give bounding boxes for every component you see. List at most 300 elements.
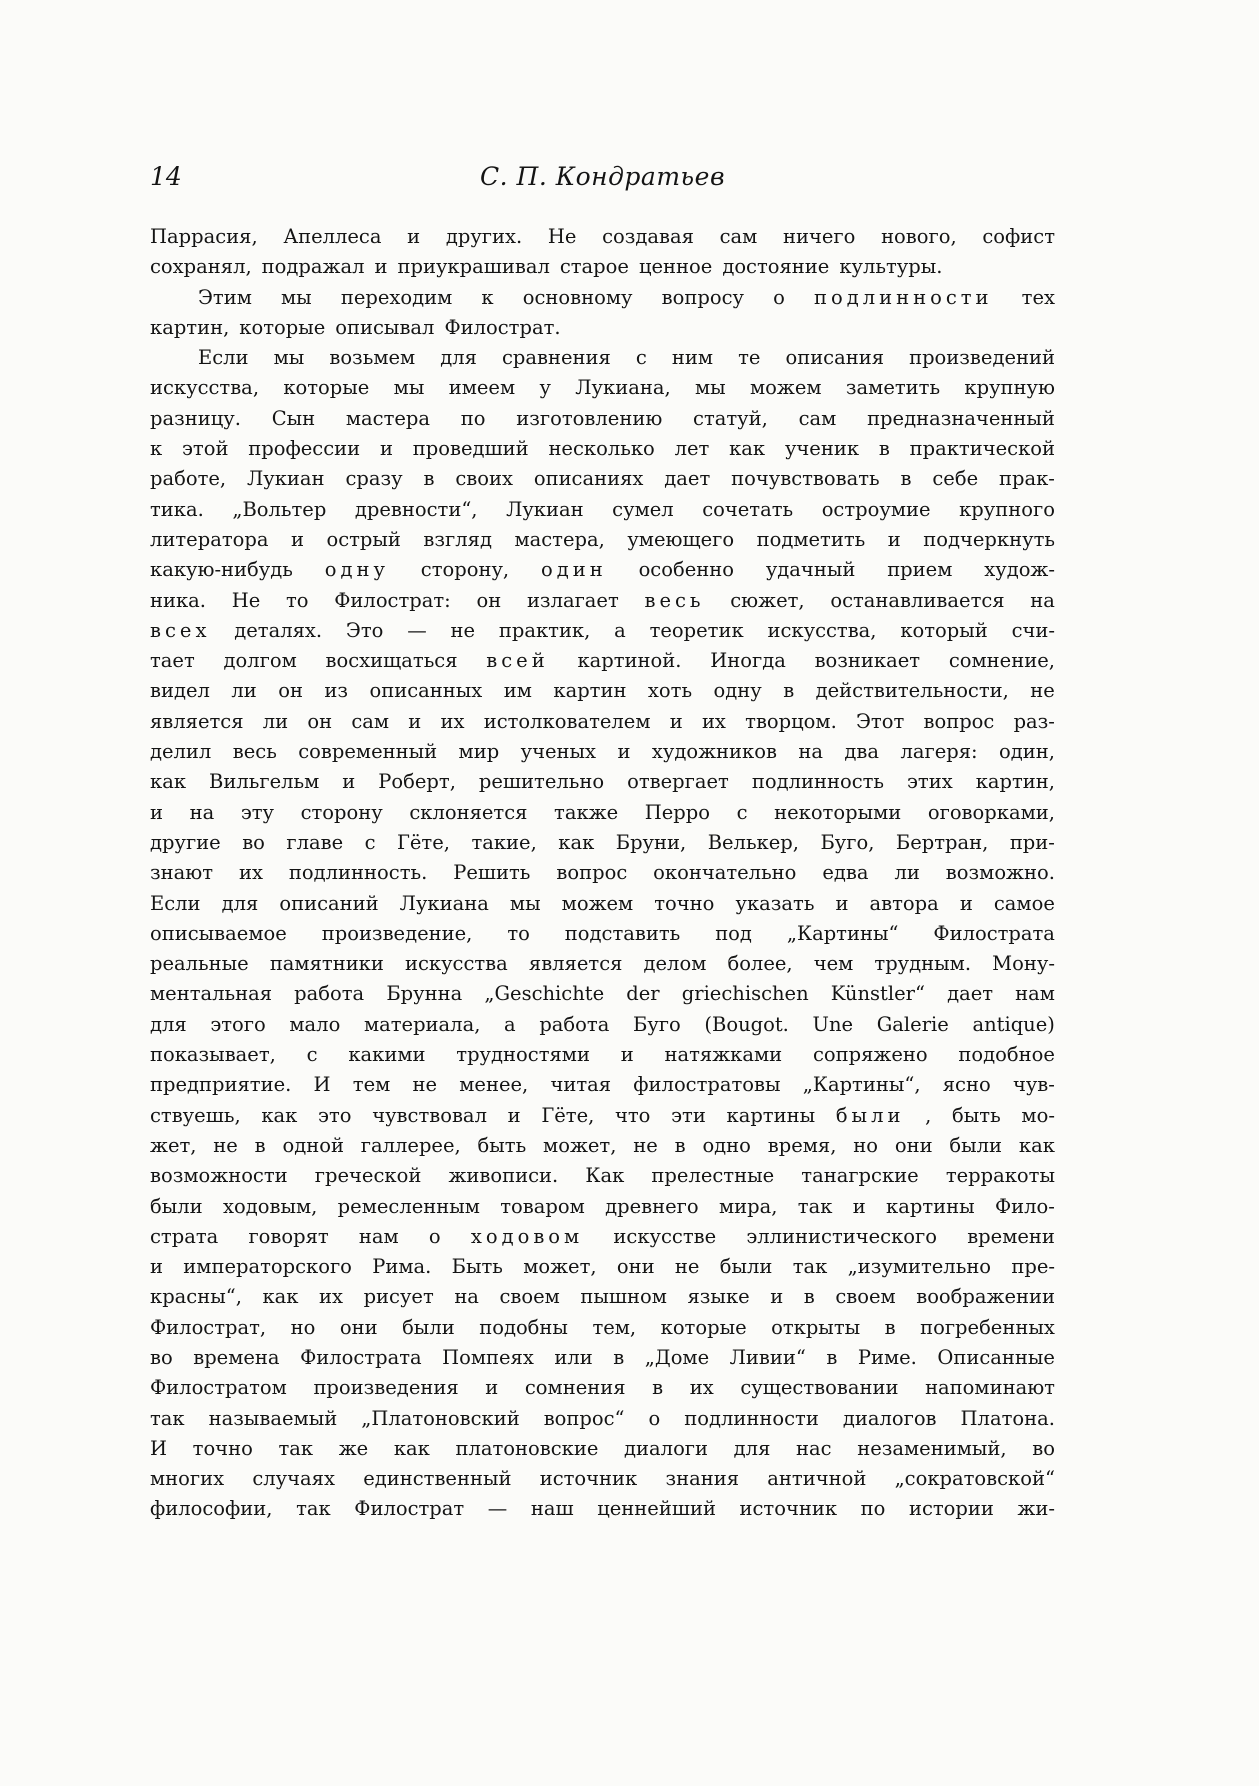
word: этого	[210, 1012, 266, 1036]
word: сам	[798, 406, 837, 430]
word: и	[852, 1194, 866, 1218]
word: картины	[886, 1194, 975, 1218]
word: страта	[150, 1224, 219, 1248]
word: их	[440, 709, 465, 733]
word: не	[633, 1133, 658, 1157]
word: и	[374, 255, 388, 279]
word: мира,	[718, 1194, 778, 1218]
word: Этим	[198, 285, 252, 309]
word: один,	[999, 740, 1055, 764]
word: Лукиан	[247, 467, 325, 491]
word: ученых	[520, 740, 597, 764]
word: и	[617, 740, 631, 764]
word: о	[773, 285, 785, 309]
word: точно	[654, 891, 715, 915]
word: творцом.	[745, 709, 837, 733]
word: делом	[643, 952, 707, 976]
word: сюжет,	[730, 588, 805, 612]
word: существовании	[740, 1376, 899, 1400]
word: всех	[150, 618, 211, 642]
word: тает	[150, 649, 195, 673]
word: прак-	[999, 467, 1055, 491]
word: сам	[719, 225, 758, 248]
word: ментальная	[150, 982, 273, 1006]
word: изготовлению	[516, 406, 663, 430]
text-line	[150, 1282, 1055, 1312]
text-line	[150, 1464, 1055, 1494]
word: Буго	[632, 1012, 681, 1036]
word: как	[150, 770, 187, 794]
word: достояние	[722, 255, 830, 279]
word: их	[689, 1376, 714, 1400]
word: философии,	[150, 1497, 273, 1521]
word: для	[221, 891, 259, 915]
word: Это	[345, 618, 384, 642]
word: на	[454, 1285, 479, 1309]
text-line	[150, 464, 1055, 494]
word: же	[338, 1436, 369, 1460]
word: показывает,	[150, 1043, 276, 1067]
word: ли	[262, 709, 289, 733]
word: „Картины“,	[802, 1073, 921, 1097]
word: Лукиана	[399, 891, 489, 915]
word: тем,	[592, 1315, 637, 1339]
word: автора	[869, 891, 939, 915]
word: предприятие.	[150, 1073, 292, 1097]
word: раз-	[1013, 709, 1055, 733]
text-line	[150, 404, 1055, 434]
word: восхищаться	[325, 649, 458, 673]
word: и	[150, 1255, 163, 1279]
word: всей	[486, 649, 549, 673]
text-line	[150, 858, 1055, 888]
word: под	[715, 921, 752, 945]
word: и	[770, 1285, 784, 1309]
word: худож-	[984, 558, 1055, 582]
word: предназначенный	[867, 406, 1055, 430]
word: удачный	[765, 558, 856, 582]
word: является	[150, 709, 244, 733]
word: возможно.	[945, 861, 1055, 885]
word: является	[528, 952, 623, 976]
word: были	[719, 1255, 773, 1279]
word: мы	[694, 376, 726, 400]
word: картин,	[150, 315, 230, 339]
text-line	[150, 919, 1055, 949]
word: самое	[993, 891, 1055, 915]
word: дает	[947, 982, 994, 1006]
word: но	[290, 1315, 316, 1339]
word: практик,	[498, 618, 591, 642]
page-number: 14	[150, 162, 182, 191]
word: нового,	[881, 225, 957, 248]
word: Описанные	[937, 1345, 1055, 1369]
word: сравнения	[502, 346, 611, 370]
word: Гёте,	[541, 1103, 595, 1127]
text-line	[150, 1040, 1055, 1070]
word: произведения	[313, 1376, 459, 1400]
word: знания	[665, 1467, 740, 1491]
word: о	[648, 1406, 661, 1430]
text-line	[150, 1192, 1055, 1222]
word: Брунна	[386, 982, 463, 1006]
word: ученик	[784, 437, 860, 461]
word: острый	[326, 527, 401, 551]
word: „Вольтер	[232, 497, 327, 521]
text-line	[150, 949, 1055, 979]
word: лет	[674, 437, 710, 461]
word: им	[503, 679, 532, 703]
word: истолкователем	[483, 709, 651, 733]
word: Фило-	[994, 1194, 1055, 1218]
word: императорского	[183, 1255, 352, 1279]
word: которые	[239, 315, 326, 339]
word: подлинность	[751, 770, 885, 794]
word: указать	[735, 891, 815, 915]
word: одну	[324, 558, 389, 582]
word: и	[379, 437, 393, 461]
word: по	[860, 1497, 886, 1521]
page-header	[150, 162, 1055, 202]
word: видел	[150, 679, 210, 703]
word: он	[278, 679, 303, 703]
word: Паррасия,	[150, 225, 258, 248]
word: танагрские	[801, 1164, 919, 1188]
word: во	[150, 1345, 173, 1369]
word: материала,	[363, 1012, 481, 1036]
word: не	[674, 1255, 700, 1279]
word: художников	[651, 740, 777, 764]
word: искусства	[404, 952, 508, 976]
word: своих	[455, 467, 513, 491]
word: мы	[281, 285, 312, 309]
word: реальные	[150, 952, 249, 976]
word: других.	[445, 225, 523, 248]
word: делил	[150, 740, 212, 764]
word: рисует	[363, 1285, 434, 1309]
word: склоняется	[409, 800, 528, 824]
word: может,	[543, 1133, 617, 1157]
word: Иногда	[710, 649, 786, 673]
word: были	[150, 1194, 203, 1218]
word: и	[407, 225, 421, 248]
word: диалоги	[624, 1436, 709, 1460]
word: мы	[273, 346, 305, 370]
word: „Доме	[644, 1345, 710, 1369]
word: два	[844, 740, 880, 764]
word: и	[669, 709, 683, 733]
word: времена	[193, 1345, 280, 1369]
word: тика.	[150, 497, 204, 521]
word: окончательно	[653, 861, 797, 885]
word: сам	[351, 709, 390, 733]
word: ходовым,	[222, 1194, 318, 1218]
word: как	[1018, 1133, 1055, 1157]
word: к	[150, 437, 163, 461]
word: этой	[182, 437, 229, 461]
word: Если	[150, 891, 201, 915]
word: времени	[967, 1224, 1055, 1248]
word: трудным.	[874, 952, 972, 976]
word: менее,	[459, 1073, 529, 1097]
text-line	[150, 1434, 1055, 1464]
word: главе	[286, 830, 344, 854]
word: искусства,	[767, 618, 877, 642]
word: их	[319, 1285, 344, 1309]
word: сочетать	[702, 497, 794, 521]
word: один	[540, 558, 607, 582]
word: Велькер,	[707, 830, 799, 854]
word: Филострат:	[334, 588, 451, 612]
word: быть	[477, 1133, 527, 1157]
word: они	[894, 1133, 933, 1157]
word: не	[213, 1133, 238, 1157]
word: и	[408, 709, 422, 733]
text-line	[150, 798, 1055, 828]
word: Филостратом	[150, 1376, 287, 1400]
text-line	[150, 313, 1055, 343]
word: умеющего	[627, 527, 735, 551]
word: терракоты	[945, 1164, 1055, 1188]
word: решительно	[478, 770, 605, 794]
word: воображении	[916, 1285, 1055, 1309]
word: трудностями	[456, 1043, 590, 1067]
word: И	[150, 1436, 168, 1460]
word: жи-	[1017, 1497, 1055, 1521]
text-line	[150, 707, 1055, 737]
word: несколько	[548, 437, 655, 461]
word: Бруни,	[615, 830, 687, 854]
word: филостратовы	[633, 1073, 781, 1097]
word: на	[189, 800, 215, 824]
word: Künstler“	[830, 982, 925, 1006]
word: возьмем	[329, 346, 416, 370]
word: Если	[198, 346, 249, 370]
word: они	[339, 1315, 378, 1339]
word: Филострата	[933, 921, 1055, 945]
word: вопросу	[661, 285, 744, 309]
word: как	[393, 1436, 430, 1460]
word: сомнение,	[948, 649, 1055, 673]
word: произведение,	[321, 921, 473, 945]
word: многих	[150, 1467, 225, 1491]
text-line	[150, 737, 1055, 767]
word: какую-нибудь	[150, 558, 293, 582]
word: эллинистического	[746, 1224, 937, 1248]
word: были	[949, 1133, 1003, 1157]
word: Galerie	[876, 1012, 949, 1036]
word: Не	[231, 588, 261, 612]
word: в	[613, 1345, 625, 1369]
word: и	[342, 770, 356, 794]
word: одну	[713, 679, 762, 703]
word: прелестные	[651, 1164, 775, 1188]
word: картиной.	[577, 649, 682, 673]
word: этих	[907, 770, 953, 794]
word: истории	[908, 1497, 994, 1521]
word: тем	[352, 1073, 391, 1097]
word: старое	[559, 255, 629, 279]
word: Апеллеса	[283, 225, 382, 248]
word: пышном	[580, 1285, 667, 1309]
word: описаний	[279, 891, 379, 915]
word: ценное	[638, 255, 713, 279]
word: из	[324, 679, 349, 703]
word: „Geschichte	[484, 982, 605, 1006]
word: Перро	[644, 800, 710, 824]
word: во	[242, 830, 265, 854]
word: жет,	[150, 1133, 197, 1157]
word: он	[476, 588, 502, 612]
word: и	[290, 527, 304, 551]
word: И	[313, 1073, 331, 1097]
word: были	[402, 1315, 455, 1339]
word: платоновские	[455, 1436, 599, 1460]
word: картин,	[975, 770, 1055, 794]
word: на	[1030, 588, 1055, 612]
text-line	[150, 767, 1055, 797]
word: искусстве	[613, 1224, 717, 1248]
word: весь	[644, 588, 705, 612]
word: мало	[289, 1012, 341, 1036]
word: они	[616, 1255, 655, 1279]
word: Этот	[856, 709, 905, 733]
word: Филострат.	[444, 315, 561, 339]
word: сторону,	[420, 558, 510, 582]
word: открыты	[771, 1315, 861, 1339]
word: или	[554, 1345, 593, 1369]
word: может,	[523, 1255, 597, 1279]
word: подметить	[756, 527, 866, 551]
word: „Платоновский	[361, 1406, 520, 1430]
word: называемый	[208, 1406, 338, 1430]
word: подобное	[958, 1043, 1055, 1067]
word: нам	[358, 1224, 399, 1248]
word: мо-	[1021, 1103, 1055, 1127]
word: работа	[539, 1012, 610, 1036]
word: у	[539, 376, 551, 400]
word: для	[440, 346, 477, 370]
word: крупного	[959, 497, 1055, 521]
running-head: С. П. Кондратьев	[480, 162, 725, 191]
word: погребенных	[920, 1315, 1055, 1339]
word: ним	[671, 346, 714, 370]
word: проведший	[412, 437, 529, 461]
text-line	[150, 1494, 1055, 1524]
word: практической	[909, 437, 1055, 461]
word: который	[900, 618, 988, 642]
word: диалогов	[842, 1406, 937, 1430]
word: сразу	[345, 467, 403, 491]
word: основному	[522, 285, 633, 309]
word: ходовом	[470, 1224, 584, 1248]
word: картин	[553, 679, 627, 703]
word: действительности,	[815, 679, 1009, 703]
word: описания	[785, 346, 885, 370]
word: эти	[671, 1103, 706, 1127]
word: во	[1032, 1436, 1055, 1460]
word: то	[507, 921, 530, 945]
word: Лукиана,	[575, 376, 671, 400]
word: вопрос	[923, 709, 995, 733]
text-line	[150, 828, 1055, 858]
word: древности“,	[354, 497, 478, 521]
text-line	[150, 1343, 1055, 1373]
word: „Картины“	[786, 921, 899, 945]
word: одной	[282, 1133, 344, 1157]
word: Вильгельм	[209, 770, 320, 794]
word: отвергает	[627, 770, 729, 794]
word: мастера	[345, 406, 431, 430]
word: разницу.	[150, 406, 241, 430]
word: красны“,	[150, 1285, 242, 1309]
word: Роберт,	[378, 770, 456, 794]
word: Гёте,	[396, 830, 450, 854]
word: профессии	[248, 437, 361, 461]
word: то	[286, 588, 309, 612]
word: взгляд	[423, 527, 492, 551]
word: работа	[294, 982, 365, 1006]
word: их	[701, 709, 726, 733]
word: прием	[887, 558, 953, 582]
word: были	[835, 1103, 905, 1127]
text-line	[150, 555, 1055, 585]
word: в	[674, 1133, 686, 1157]
word: ,	[925, 1103, 932, 1127]
word: своем	[499, 1285, 560, 1309]
word: при-	[1009, 830, 1055, 854]
text-line	[150, 283, 1055, 313]
word: описаниях	[533, 467, 644, 491]
word: также	[554, 800, 619, 824]
text-line	[150, 1252, 1055, 1282]
text-line	[150, 525, 1055, 555]
word: но	[853, 1133, 878, 1157]
word: и	[150, 800, 163, 824]
word: сторону	[300, 800, 383, 824]
word: пре-	[1011, 1255, 1055, 1279]
word: в	[652, 1376, 664, 1400]
text-line	[150, 646, 1055, 676]
word: источник	[539, 1467, 638, 1491]
word: (Bougot.	[704, 1012, 789, 1036]
word: чув-	[1012, 1073, 1055, 1097]
text-line	[150, 1161, 1055, 1191]
word: Ливии“	[729, 1345, 806, 1369]
word: подставить	[564, 921, 681, 945]
word: картины	[726, 1103, 816, 1127]
word: мы	[509, 891, 541, 915]
word: едва	[822, 861, 869, 885]
body-text	[150, 222, 1055, 1525]
word: нам	[1015, 982, 1055, 1006]
word: Платона.	[960, 1406, 1055, 1430]
text-line	[150, 343, 1055, 373]
word: ремесленным	[337, 1194, 480, 1218]
word: своем	[835, 1285, 896, 1309]
text-line	[150, 1070, 1055, 1100]
word: в	[803, 1285, 815, 1309]
word: излагает	[526, 588, 619, 612]
word: Филострат,	[150, 1315, 267, 1339]
word: другие	[150, 830, 221, 854]
text-line	[150, 889, 1055, 919]
word: Помпеях	[442, 1345, 534, 1369]
word: более,	[727, 952, 793, 976]
word: так	[797, 1194, 833, 1218]
word: и	[620, 1043, 634, 1067]
word: античной	[767, 1467, 867, 1491]
